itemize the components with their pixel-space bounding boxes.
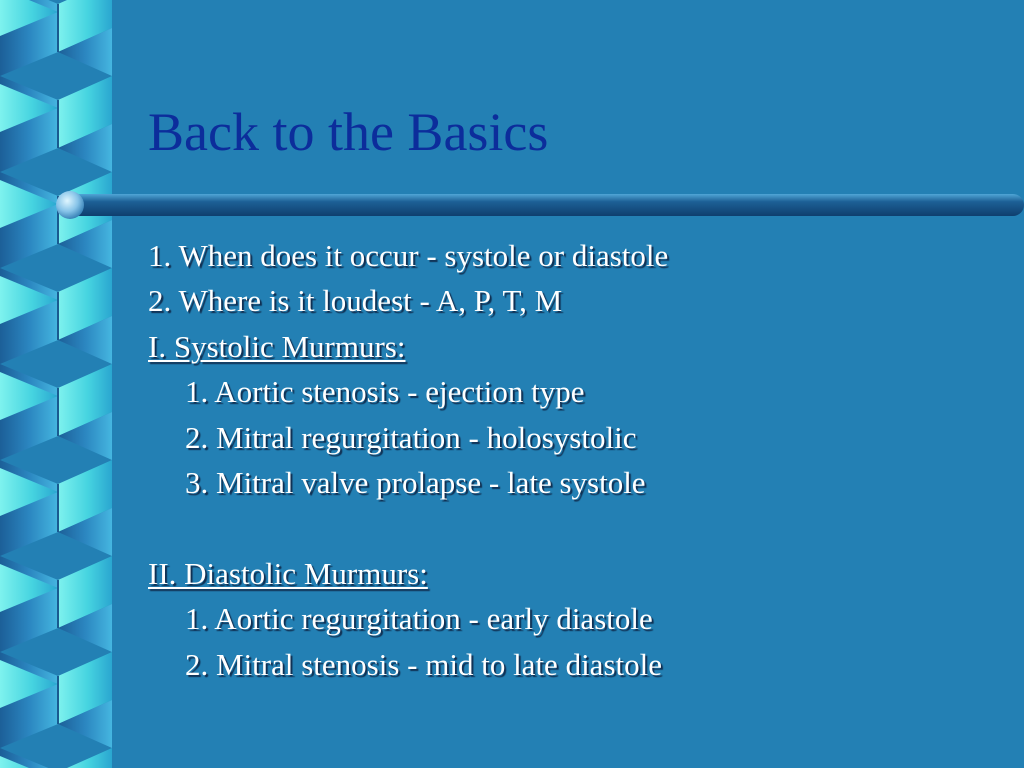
divider-knob bbox=[56, 191, 84, 219]
systolic-item-1: 1. Aortic stenosis - ejection type bbox=[185, 374, 585, 410]
diastolic-item-1: 1. Aortic regurgitation - early diastole bbox=[185, 601, 653, 637]
diastolic-item-2: 2. Mitral stenosis - mid to late diastole bbox=[185, 646, 662, 682]
intro-item-2: 2. Where is it loudest - A, P, T, M bbox=[148, 283, 563, 319]
slide-body bbox=[148, 233, 668, 687]
section-spacer bbox=[148, 505, 668, 550]
diastolic-heading: II. Diastolic Murmurs: bbox=[148, 555, 428, 591]
systolic-item-2: 2. Mitral regurgitation - holosystolic bbox=[185, 419, 637, 455]
systolic-heading: I. Systolic Murmurs: bbox=[148, 328, 406, 364]
systolic-item-3: 3. Mitral valve prolapse - late systole bbox=[185, 464, 646, 500]
title-divider-bar bbox=[56, 190, 1024, 220]
slide-title: Back to the Basics bbox=[148, 102, 549, 162]
decorative-ribbon bbox=[0, 0, 112, 768]
intro-item-1: 1. When does it occur - systole or diastole bbox=[148, 238, 669, 273]
